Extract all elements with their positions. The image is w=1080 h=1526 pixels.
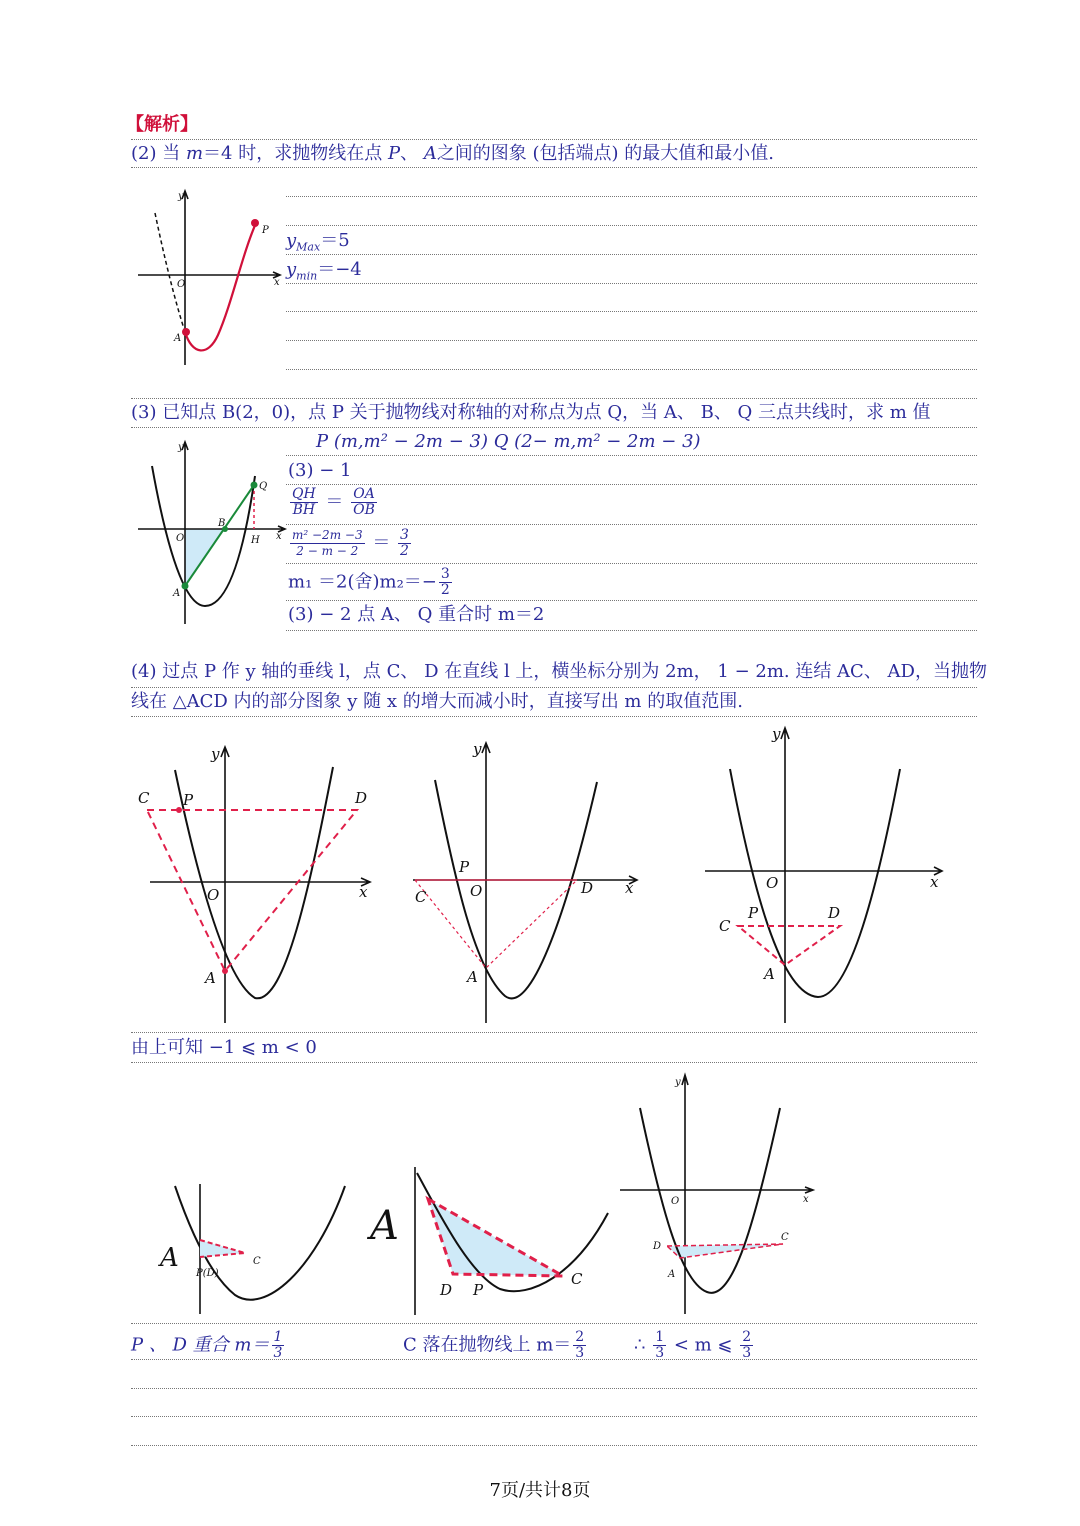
rule xyxy=(286,340,977,341)
svg-text:H: H xyxy=(251,535,260,546)
rule xyxy=(131,1445,977,1446)
svg-text:A: A xyxy=(205,969,216,987)
rule xyxy=(131,1032,977,1033)
svg-text:x: x xyxy=(276,531,282,542)
rule xyxy=(286,524,977,525)
rule xyxy=(131,1323,977,1324)
rule xyxy=(131,1416,977,1417)
rule xyxy=(286,600,977,601)
rule xyxy=(131,716,977,717)
q3-line-5: m₁ ＝2(舍)m₂＝− $\frac{3}{2}$ xyxy=(288,566,450,598)
graph-q4-5 xyxy=(365,1165,615,1305)
svg-text:P: P xyxy=(459,858,470,876)
svg-text:A: A xyxy=(174,333,182,344)
q3-line-2: (3) − 1 xyxy=(288,460,352,481)
svg-text:O: O xyxy=(766,874,779,892)
case-pd-coincide: P 、 D 重合 m＝ $\frac{1}{3}$ xyxy=(131,1329,283,1361)
svg-text:y: y xyxy=(178,442,184,453)
svg-text:D: D xyxy=(653,1241,662,1252)
rule xyxy=(131,167,977,168)
q3-line-1: P (m,m² − 2m − 3) Q (2− m,m² − 2m − 3) xyxy=(316,431,701,452)
rule xyxy=(131,427,977,428)
svg-text:y: y xyxy=(211,745,220,763)
question-4-line-1: (4) 过点 P 作 y 轴的垂线 l，点 C、 D 在直线 l 上，横坐标分别为 2m， 1 − 2m. 连结 AC、 AD，当抛物 xyxy=(131,661,987,682)
rule xyxy=(286,196,977,197)
svg-text:P: P xyxy=(262,225,269,236)
svg-text:x: x xyxy=(930,873,939,891)
graph-q4-4 xyxy=(155,1180,355,1320)
svg-text:D: D xyxy=(440,1281,453,1299)
rule xyxy=(286,455,977,456)
svg-text:x: x xyxy=(803,1194,809,1205)
svg-text:C: C xyxy=(253,1256,261,1267)
svg-text:y: y xyxy=(178,191,184,202)
svg-text:D: D xyxy=(828,904,841,922)
svg-text:C: C xyxy=(415,888,427,906)
svg-text:C: C xyxy=(781,1232,789,1243)
svg-text:D: D xyxy=(581,879,594,897)
conclusion-line: 由上可知 −1 ⩽ m < 0 xyxy=(131,1037,317,1058)
graph-q4-3 xyxy=(700,725,950,1025)
svg-text:C: C xyxy=(719,917,731,935)
rule xyxy=(286,484,977,485)
graph-q3 xyxy=(130,436,290,626)
svg-text:O: O xyxy=(177,279,186,290)
rule xyxy=(286,254,977,255)
svg-text:A: A xyxy=(668,1269,676,1280)
svg-text:y: y xyxy=(675,1077,681,1088)
svg-text:C: C xyxy=(571,1270,583,1288)
svg-text:A: A xyxy=(764,965,775,983)
svg-text:x: x xyxy=(274,277,280,288)
section-label: 【解析】 xyxy=(126,114,198,135)
rule xyxy=(286,630,977,631)
final-range: ∴ $\frac{1}{3}$ < m ⩽ $\frac{2}{3}$ xyxy=(634,1329,752,1361)
svg-text:P: P xyxy=(748,904,759,922)
svg-text:x: x xyxy=(359,883,368,901)
svg-text:O: O xyxy=(470,882,483,900)
svg-text:P: P xyxy=(183,791,194,809)
page-footer: 7页/共计8页 xyxy=(489,1480,591,1501)
question-4-line-2: 线在 △ACD 内的部分图象 y 随 x 的增大而减小时，直接写出 m 的取值范围. xyxy=(131,691,743,712)
graph-q4-6 xyxy=(615,1072,825,1317)
rule xyxy=(131,1062,977,1063)
graph-q2 xyxy=(130,185,285,375)
svg-text:A: A xyxy=(160,1243,179,1273)
rule xyxy=(131,398,977,399)
rule xyxy=(286,311,977,312)
svg-text:D: D xyxy=(355,789,368,807)
svg-text:A: A xyxy=(370,1203,399,1249)
svg-text:O: O xyxy=(207,886,220,904)
svg-text:y: y xyxy=(772,725,781,743)
ymin-line: $y_{min}=-4$ xyxy=(286,259,362,283)
graph-q4-2 xyxy=(405,740,645,1025)
q3-line-3: $\frac{QH}{BH}$ ＝ $\frac{OA}{OB}$ xyxy=(292,486,375,518)
svg-text:x: x xyxy=(625,879,634,897)
rule xyxy=(286,283,977,284)
rule xyxy=(131,1388,977,1389)
svg-text:O: O xyxy=(176,533,185,544)
svg-text:y: y xyxy=(473,740,482,758)
question-3: (3) 已知点 B(2，0)，点 P 关于抛物线对称轴的对称点为点 Q，当 A、 B、 Q 三点共线时，求 m 值 xyxy=(131,402,931,423)
question-2: (2) 当 m＝4 时，求抛物线在点 P、 A之间的图象 (包括端点) 的最大值和最小值. xyxy=(131,143,775,164)
q3-line-4: $\frac{\text{m² −2m −3}}{2 - m - 2}$ ＝ $\frac{3}{2}$ xyxy=(292,527,409,559)
graph-q4-1 xyxy=(135,745,380,1025)
svg-text:Q: Q xyxy=(259,481,268,492)
rule xyxy=(131,687,977,688)
rule xyxy=(286,369,977,370)
svg-text:A: A xyxy=(467,968,478,986)
rule xyxy=(286,225,977,226)
rule xyxy=(131,1359,977,1360)
svg-text:P: P xyxy=(473,1281,484,1299)
svg-text:O: O xyxy=(671,1196,680,1207)
q3-line-6: (3) − 2 点 A、 Q 重合时 m＝2 xyxy=(288,604,545,625)
ymax-line: $y_{Max}=5$ xyxy=(286,230,350,254)
svg-text:A: A xyxy=(173,588,181,599)
svg-text:C: C xyxy=(138,789,150,807)
rule xyxy=(131,139,977,140)
rule xyxy=(286,563,977,564)
case-c-on-parabola: C 落在抛物线上 m＝ $\frac{2}{3}$ xyxy=(403,1329,585,1361)
svg-text:P(D): P(D) xyxy=(196,1268,219,1279)
svg-text:B: B xyxy=(218,518,226,529)
